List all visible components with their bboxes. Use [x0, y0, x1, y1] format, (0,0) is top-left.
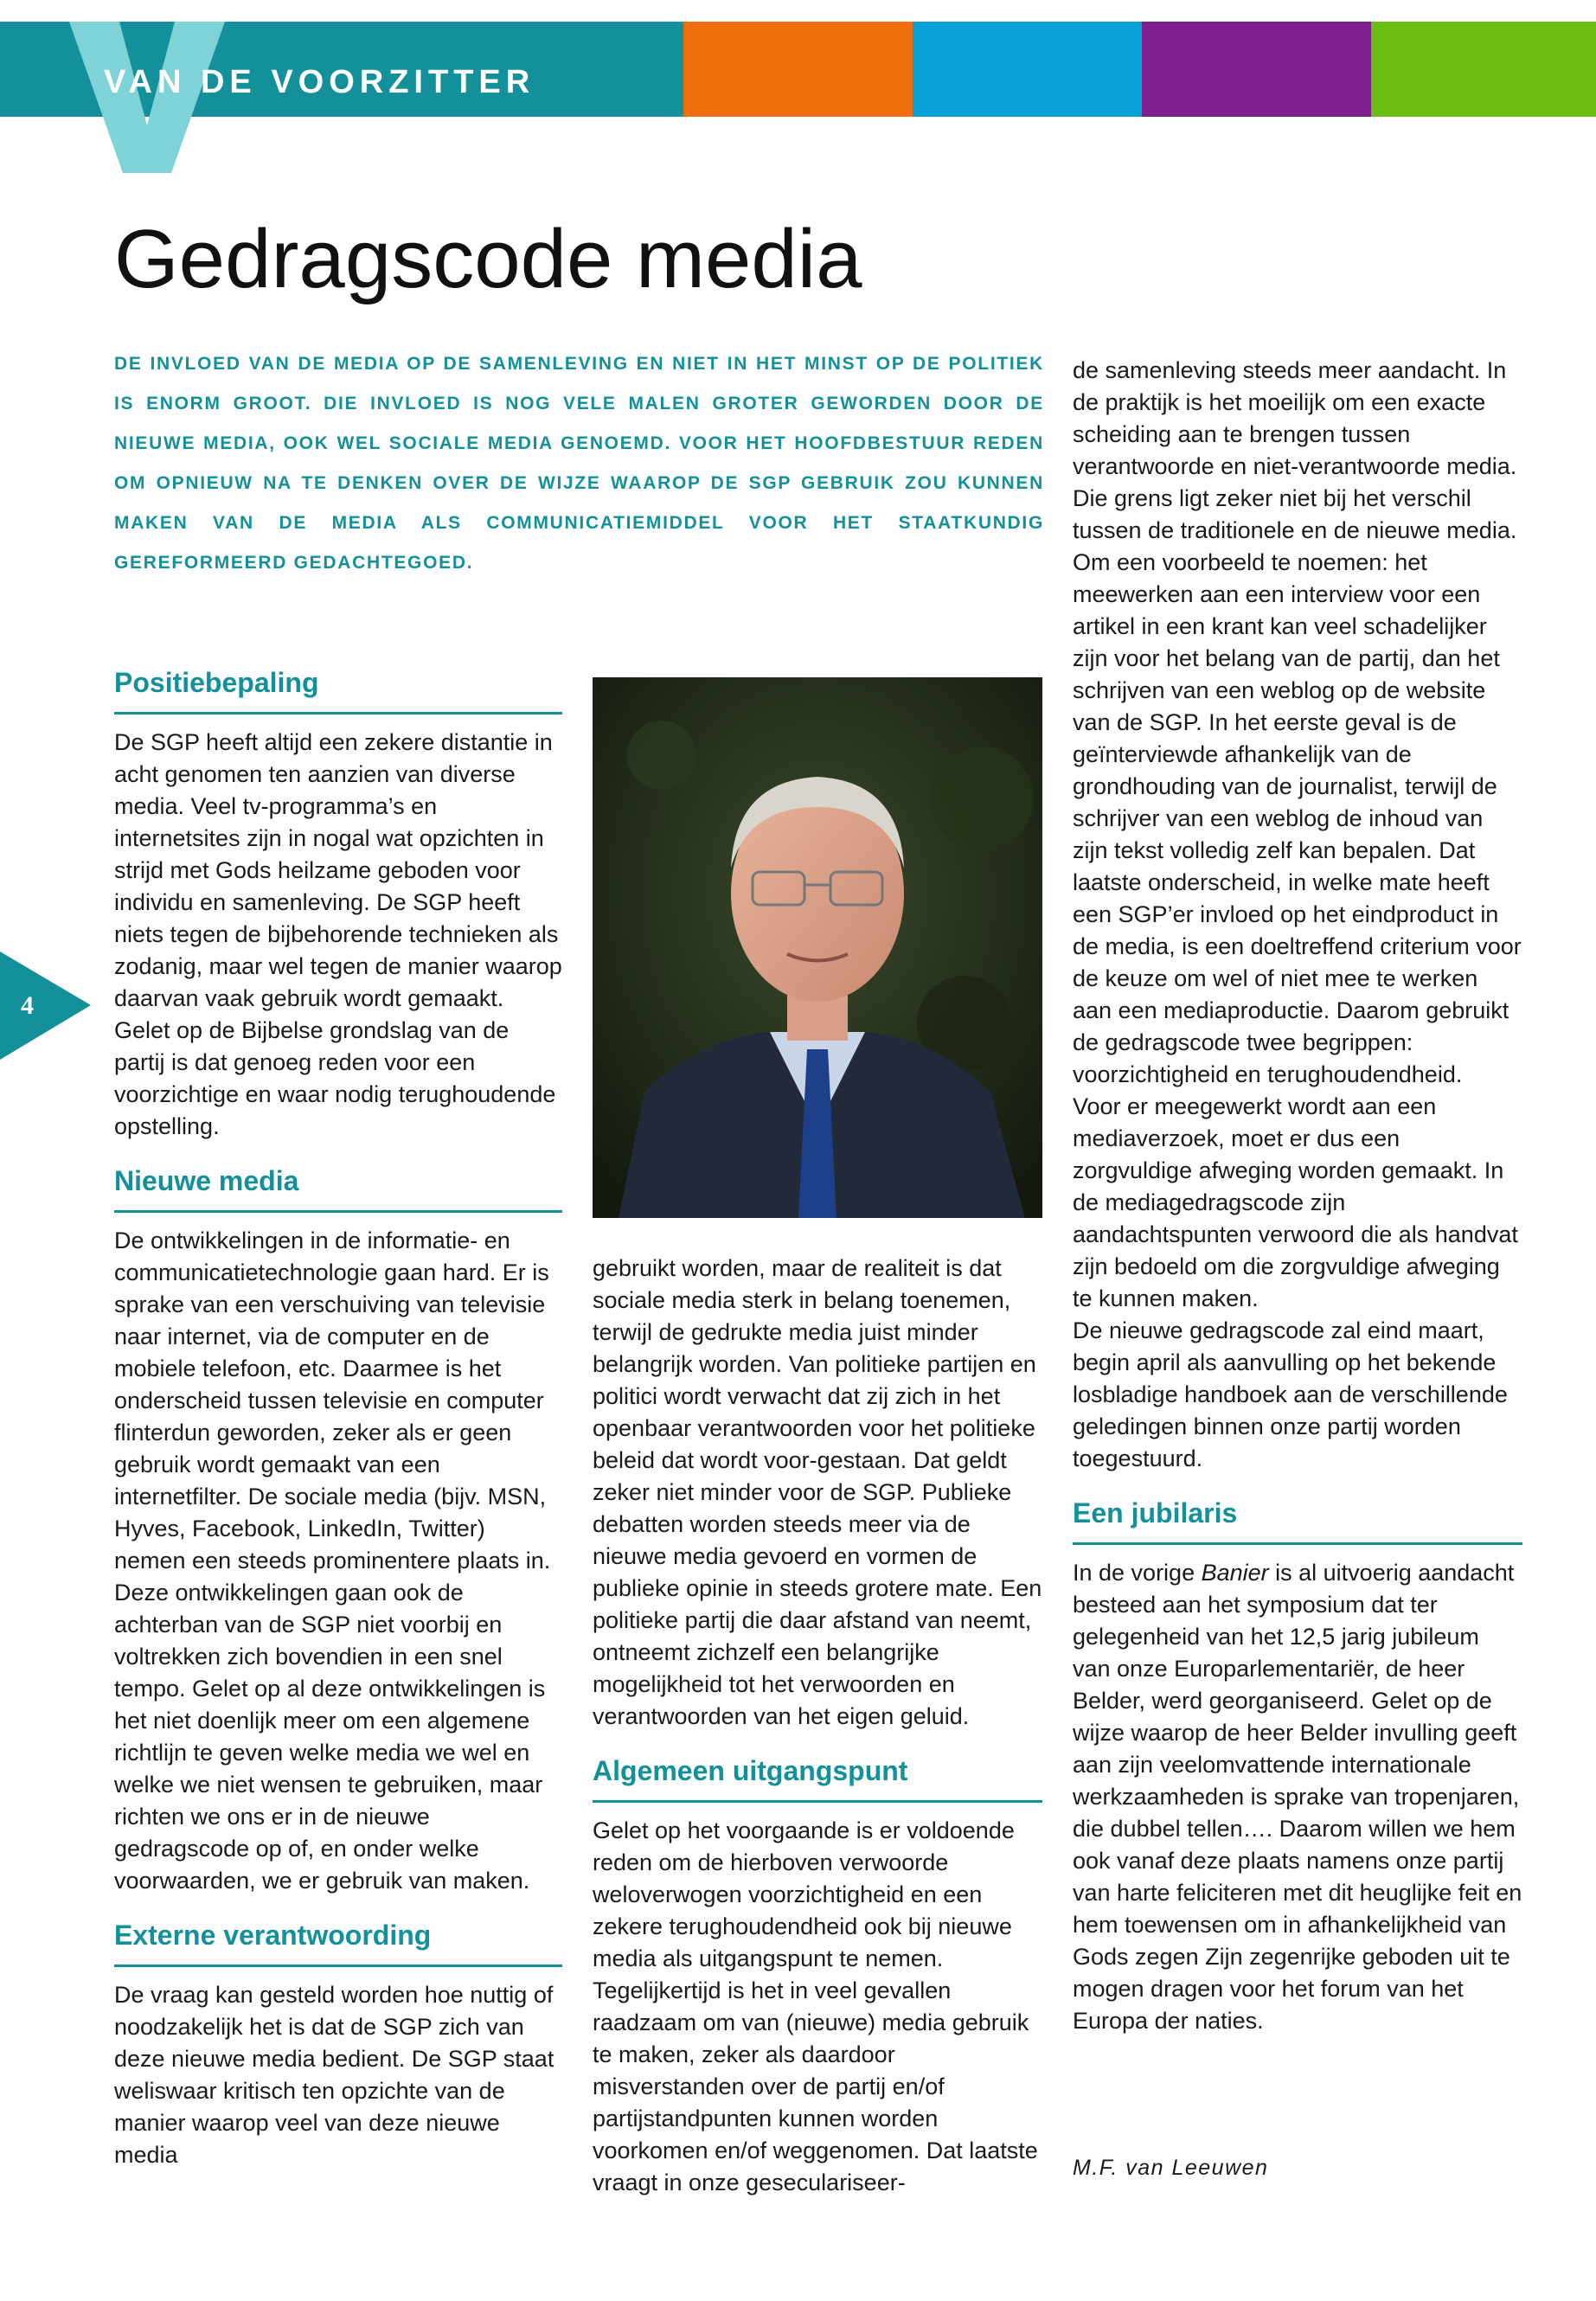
paragraph-mediaverzoek: Voor er meegewerkt wordt aan een mediaverzoek, moet er dus een zorgvuldige afweging worden gemaakt. In de mediagedragscode zijn aandachtspunten verwoord die als handvat zijn bedoeld om die zorgvuldige afweging te kunnen maken.	[1073, 1093, 1518, 1311]
heading-algemeen-uitgangspunt: Algemeen uitgangspunt	[593, 1752, 1042, 1803]
paragraph-positiebepaling: De SGP heeft altijd een zekere distantie in acht genomen ten aanzien van diverse media. Veel tv-programma’s en internetsites zijn in nogal wat opzichten in strijd met Gods heilzame geboden voor individu en samenleving. De SGP heeft niets tegen de bijbehorende technieken als zodanig, maar wel tegen de manier waarop daarvan vaak gebruik wordt gemaakt. Gelet op de Bijbelse grondslag van de partij is dat genoeg reden voor een voorzichtige en waar nodig terughoudende opstelling.	[114, 729, 562, 1139]
column-middle	[593, 1253, 1042, 2199]
banier-title: Banier	[1201, 1560, 1269, 1586]
portrait-photo	[593, 677, 1042, 1218]
header-band-orange	[683, 22, 913, 117]
heading-een-jubilaris: Een jubilaris	[1073, 1494, 1522, 1545]
paragraph-continued-right: de samenleving steeds meer aandacht. In de praktijk is het moeilijk om een exacte scheiding aan te brengen tussen verantwoorde en niet-verantwoorde media. Die grens ligt zeker niet bij het verschil tussen de traditionele en de nieuwe media. Om een voorbeeld te noemen: het meewerken aan een interview voor een artikel in een krant kan veel schadelijker zijn voor het belang van de partij, dan het schrijven van een weblog op de website van de SGP. In het eerste geval is de geïnterviewde afhankelijk van de grondhouding van de journalist, terwijl de schrijver van een weblog de inhoud van zijn tekst volledig zelf kan bepalen. Dat laatste onderscheid, in welke mate heeft een SGP’er invloed op het eindproduct in de media, is een doeltreffend criterium voor de keuze om wel of niet mee te werken aan een mediaproductie. Daarom gebruikt de gedragscode twee begrippen: voorzichtigheid en terughoudendheid.	[1073, 357, 1522, 1087]
heading-positiebepaling: Positiebepaling	[114, 663, 562, 715]
column-right	[1073, 355, 1522, 2037]
paragraph-nieuwe-media: De ontwikkelingen in de informatie- en communicatietechnologie gaan hard. Er is sprake van een verschuiving van televisie naar internet, via de computer en de mobiele telefoon, etc. Daarmee is het onderscheid tussen televisie en computer flinterdun geworden, zeker als er geen gebruik wordt gemaakt van een internetfilter. De sociale media (bijv. MSN, Hyves, Facebook, LinkedIn, Twitter) nemen een steeds prominentere plaats in. Deze ontwikkelingen gaan ook de achterban van de SGP niet voorbij en voltrekken zich bovendien in een snel tempo. Gelet op al deze ontwikkelingen is het niet doenlijk meer om een algemene richtlijn te geven welke media we wel en welke we niet wensen te gebruiken, maar richten we ons er in de nieuwe gedragscode op of, en onder welke voorwaarden, we er gebruik van maken.	[114, 1227, 551, 1894]
header-band-green	[1371, 22, 1596, 117]
column-left	[114, 663, 562, 2171]
article-title: Gedragscode media	[114, 213, 862, 305]
author-signature: M.F. van Leeuwen	[1073, 2156, 1269, 2180]
section-title: VAN DE VOORZITTER	[104, 64, 535, 100]
heading-nieuwe-media: Nieuwe media	[114, 1162, 562, 1213]
paragraph-algemeen-uitgangspunt: Gelet op het voorgaande is er voldoende reden om de hierboven verwoorde weloverwogen voorzichtigheid en een zekere terughoudendheid ook bij nieuwe media als uitgangspunt te nemen. Tegelijkertijd is het in veel gevallen raadzaam om van (nieuwe) media gebruik te maken, zeker als daardoor misverstanden over de partij en/of partijstandpunten kunnen worden voorkomen en/of weggenomen. Dat laatste vraagt in onze geseculariseer-	[593, 1817, 1038, 2195]
paragraph-nieuwe-gedragscode: De nieuwe gedragscode zal eind maart, begin april als aanvulling op het bekende losbladige handboek aan de verschillende geledingen binnen onze partij worden toegestuurd.	[1073, 1317, 1508, 1471]
page-number-tab	[0, 952, 91, 1060]
jubilaris-text-start: In de vorige	[1073, 1560, 1202, 1586]
heading-externe-verantwoording: Externe verantwoording	[114, 1916, 562, 1967]
paragraph-continued-middle: gebruikt worden, maar de realiteit is dat sociale media sterk in belang toenemen, terwijl de gedrukte media juist minder belangrijk worden. Van politieke partijen en politici wordt verwacht dat zij zich in het openbaar verantwoorden voor het politieke beleid dat wordt voor-gestaan. Dat geldt zeker niet minder voor de SGP. Publieke debatten worden steeds meer via de nieuwe media gevoerd en vormen de publieke opinie in steeds grotere mate. Een politieke partij die daar afstand van neemt, ontneemt zichzelf een belangrijke mogelijkheid tot het verwoorden en verantwoorden van het eigen geluid.	[593, 1255, 1042, 1729]
header-band-purple	[1142, 22, 1371, 117]
paragraph-externe-verantwoording: De vraag kan gesteld worden hoe nuttig of noodzakelijk het is dat de SGP zich van deze nieuwe media bedient. De SGP staat weliswaar kritisch ten opzichte van de manier waarop veel van deze nieuwe media	[114, 1982, 554, 2168]
paragraph-een-jubilaris	[1073, 1557, 1522, 2037]
page-number: 4	[21, 991, 34, 1020]
header-band-blue	[913, 22, 1142, 117]
article-intro: DE INVLOED VAN DE MEDIA OP DE SAMENLEVING EN NIET IN HET MINST OP DE POLITIEK IS ENORM GROOT. DIE INVLOED IS NOG VELE MALEN GROTER GEWORDEN DOOR DE NIEUWE MEDIA, OOK WEL SOCIALE MEDIA GENOEMD. VOOR HET HOOFDBESTUUR REDEN OM OPNIEUW NA TE DENKEN OVER DE WIJZE WAAROP DE SGP GEBRUIK ZOU KUNNEN MAKEN VAN DE MEDIA ALS COMMUNICATIEMIDDEL VOOR HET STAATKUNDIG GEREFORMEERD GEDACHTEGOED.	[114, 354, 1044, 573]
jubilaris-text-end: is al uitvoerig aandacht besteed aan het symposium dat ter gelegenheid van het 12,5 jarig jubileum van onze Europarlementariër, de heer Belder, werd georganiseerd. Gelet op de wijze waarop de heer Belder invulling geeft aan zijn veelomvattende internationale werkzaamheden is sprake van tropenjaren, die dubbel tellen…. Daarom willen we hem ook vanaf deze plaats namens onze partij van harte feliciteren met dit heuglijke feit en hem toewensen om in afhankelijkheid van Gods zegen Zijn zegenrijke geboden uit te mogen dragen voor het forum van het Europa der naties.	[1073, 1560, 1522, 2034]
